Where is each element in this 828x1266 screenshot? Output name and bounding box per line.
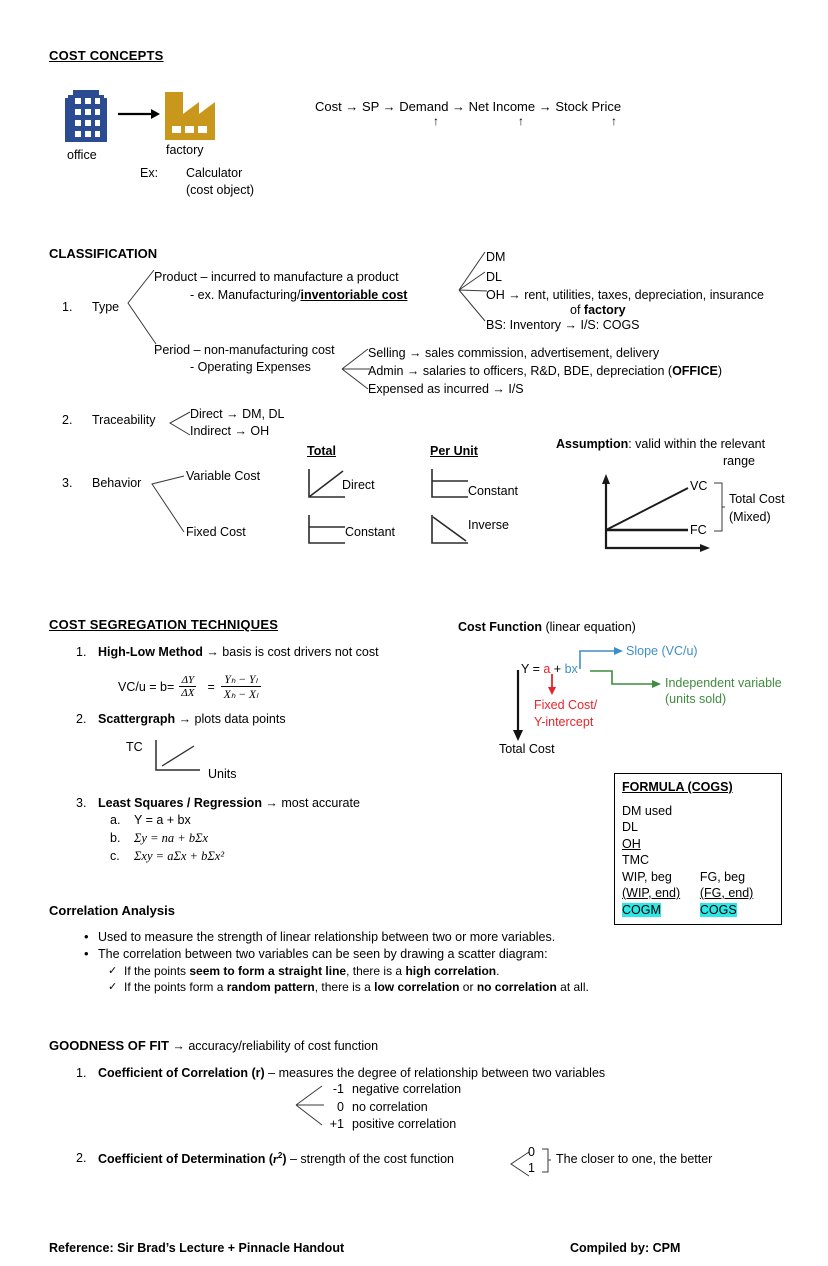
- segregation-item-2: [98, 712, 286, 728]
- section-title-cost-concepts: COST CONCEPTS: [49, 48, 164, 63]
- segregation-item-3: [98, 796, 360, 812]
- high-low-formula: [118, 672, 261, 701]
- total-direct-graph: [305, 467, 347, 501]
- behavior-branch-lines: [150, 474, 186, 536]
- gof-item-2: [98, 1151, 454, 1168]
- slope-label: Slope (VC/u): [626, 644, 698, 658]
- factory-icon: [163, 88, 217, 144]
- period-admin-office: OFFICE: [672, 364, 718, 378]
- traceability-indirect: Indirect → OH: [190, 424, 270, 438]
- equation-plus-part: +: [550, 662, 565, 676]
- classification-item-2-label: Traceability: [92, 413, 156, 427]
- example-label: Ex:: [140, 166, 159, 180]
- example-value-cost-object: (cost object): [186, 183, 255, 197]
- assumption-text: [556, 437, 765, 453]
- cost-chain-up-arrow-2: ↑: [518, 114, 524, 128]
- formula-cogm-value: COGM: [622, 902, 661, 917]
- regression-eq-c: Σxy = aΣx + bΣx²: [134, 849, 225, 863]
- mixed-label: (Mixed): [729, 510, 771, 524]
- yh-minus-yl: Yₕ − Yₗ: [221, 672, 261, 687]
- coefficient-correlation-detail: – measures the degree of relationship between two variables: [264, 1066, 606, 1080]
- segregation-item-1: [98, 645, 379, 661]
- classification-item-2-number: 2.: [62, 413, 73, 427]
- total-constant-label: Constant: [345, 525, 396, 539]
- correlation-value-negative: -1: [332, 1082, 344, 1096]
- check1-bold-2: high correlation: [405, 964, 497, 978]
- equation-y-part: Y =: [521, 662, 544, 676]
- office-label: office: [67, 148, 97, 162]
- behavior-variable-cost: Variable Cost: [186, 469, 261, 483]
- check2-bold-1: random pattern: [226, 980, 315, 994]
- gof-item-1-number: 1.: [76, 1066, 87, 1080]
- correlation-value-positive: +1: [329, 1117, 344, 1131]
- traceability-branch-lines: [168, 410, 192, 438]
- cost-function-total-cost-label: Total Cost: [499, 742, 555, 756]
- office-building-icon: [60, 84, 112, 146]
- traceability-direct: Direct → DM, DL: [190, 407, 285, 421]
- type-detail-bs-inventory: BS: Inventory → I/S: COGS: [486, 318, 640, 332]
- per-unit-constant-label: Constant: [468, 484, 519, 498]
- coefficient-determination-prefix: Coefficient of Determination (: [98, 1152, 274, 1167]
- classification-item-1-number: 1.: [62, 300, 73, 314]
- formula-row: [622, 869, 774, 886]
- type-detail-branch-lines: [457, 250, 489, 328]
- determination-value-1: 1: [528, 1161, 535, 1175]
- type-detail-oh: OH → rent, utilities, taxes, depreciation, insurance: [486, 288, 764, 302]
- formula-cell-right: (FG, end): [699, 886, 754, 900]
- goodness-of-fit-label: GOODNESS OF FIT: [49, 1038, 169, 1053]
- formula-cell-left: WIP, beg: [622, 869, 672, 884]
- high-low-fraction-2: [221, 672, 261, 701]
- segregation-item-3-number: 3.: [76, 796, 87, 810]
- inventoriable-cost-term: inventoriable cost: [300, 288, 408, 302]
- formula-cell-left: DL: [622, 820, 638, 834]
- formula-cogs-value: COGS: [699, 902, 737, 917]
- product-example-prefix: - ex. Manufacturing/: [190, 288, 301, 302]
- correlation-bullet-2-text: The correlation between two variables can be seen by drawing a scatter diagram:: [98, 947, 548, 961]
- type-detail-dl: DL: [486, 270, 502, 284]
- formula-row-total: [622, 902, 774, 919]
- correlation-check-1: [124, 964, 740, 978]
- formula-row: [622, 836, 774, 853]
- per-unit-column-header: Per Unit: [430, 444, 478, 458]
- correlation-label-negative: negative correlation: [352, 1082, 462, 1096]
- formula-cogs-box: [614, 773, 782, 925]
- total-direct-label: Direct: [342, 478, 375, 492]
- cost-function-subtitle: (linear equation): [542, 620, 636, 634]
- determination-value-0: 0: [528, 1145, 535, 1159]
- behavior-fixed-cost: Fixed Cost: [186, 525, 246, 539]
- delta-y: ΔY: [179, 674, 196, 687]
- regression-eq-c-number: c.: [110, 849, 120, 863]
- goodness-of-fit-detail: → accuracy/reliability of cost function: [168, 1039, 379, 1053]
- cost-chain-up-arrow-1: ↑: [433, 114, 439, 128]
- high-low-method-label: High-Low Method: [98, 645, 203, 659]
- high-low-formula-lhs: VC/u = b=: [118, 679, 175, 694]
- period-admin-prefix: Admin → salaries to officers, R&D, BDE, depreciation (: [368, 364, 673, 378]
- classification-item-1-label: Type: [92, 300, 120, 314]
- period-admin-suffix: ): [717, 364, 723, 378]
- coefficient-determination-suffix: ): [282, 1152, 287, 1167]
- oh-of-word: of: [570, 303, 584, 317]
- regression-eq-b-number: b.: [110, 831, 121, 845]
- check2-mid-2: or: [459, 980, 477, 994]
- formula-row: [622, 819, 774, 836]
- formula-cogs-title: FORMULA (COGS): [622, 780, 733, 794]
- check2-mid: , there is a: [314, 980, 375, 994]
- formula-cell-right: [700, 803, 774, 820]
- equation-bx-part: bx: [564, 662, 578, 676]
- footer-reference: Reference: Sir Brad’s Lecture + Pinnacle Handout: [49, 1241, 345, 1255]
- fixed-cost-arrow-icon: [546, 674, 558, 696]
- independent-variable-arrow-icon: [588, 668, 662, 694]
- assumption-range: range: [723, 454, 755, 468]
- least-squares-label: Least Squares / Regression: [98, 796, 262, 810]
- total-cost-mixed-label: Total Cost: [729, 492, 785, 506]
- factory-label: factory: [166, 143, 204, 157]
- check2-post: at all.: [556, 980, 589, 994]
- period-admin: [368, 364, 722, 380]
- classification-item-3-label: Behavior: [92, 476, 142, 490]
- example-value-calculator: Calculator: [186, 166, 243, 180]
- check1-post: .: [496, 964, 500, 978]
- type-detail-oh-of-factory: [570, 303, 626, 319]
- scattergraph-label: Scattergraph: [98, 712, 176, 726]
- correlation-check-2: [124, 980, 740, 994]
- least-squares-detail: → most accurate: [261, 796, 360, 810]
- independent-variable-label: Independent variable: [665, 676, 782, 690]
- gof-item-2-number: 2.: [76, 1151, 87, 1165]
- correlation-bullet-list: [80, 930, 740, 997]
- coefficient-determination-exponent: 2: [277, 1151, 283, 1160]
- cost-function-title: [458, 620, 636, 636]
- total-column-header: Total: [307, 444, 336, 458]
- segregation-item-1-number: 1.: [76, 645, 87, 659]
- formula-cell-left: OH: [622, 836, 641, 851]
- independent-variable-units: (units sold): [665, 692, 727, 706]
- assumption-label: Assumption: [556, 437, 629, 451]
- period-detail-branch-lines: [340, 348, 370, 394]
- cost-chain-up-arrow-3: ↑: [611, 114, 617, 128]
- fc-label: FC: [690, 523, 707, 537]
- formula-cell-right: [700, 852, 774, 869]
- scattergraph-y-axis-label: TC: [126, 740, 143, 754]
- gof-item-1: [98, 1066, 605, 1082]
- cost-chain-text: Cost → SP → Demand → Net Income → Stock Price: [315, 99, 622, 114]
- formula-row: [622, 852, 774, 869]
- delta-x: ΔX: [181, 687, 195, 699]
- determination-note: The closer to one, the better: [556, 1152, 713, 1166]
- period-selling: Selling → sales commission, advertisement, delivery: [368, 346, 660, 360]
- check2-bold-3: no correlation: [476, 980, 557, 994]
- check2-bold-2: low correlation: [374, 980, 460, 994]
- section-title-correlation-analysis: Correlation Analysis: [49, 903, 175, 918]
- regression-eq-a: Y = a + bx: [134, 813, 191, 827]
- regression-eq-b: Σy = na + bΣx: [134, 831, 209, 845]
- high-low-method-detail: → basis is cost drivers not cost: [202, 645, 379, 659]
- section-title-goodness-of-fit: [49, 1038, 378, 1055]
- vc-label: VC: [690, 479, 708, 493]
- product-example: [190, 288, 407, 304]
- correlation-label-zero: no correlation: [352, 1100, 428, 1114]
- correlation-bullet-2: [98, 947, 740, 994]
- formula-row: [622, 803, 774, 820]
- cost-function-label: Cost Function: [458, 620, 543, 634]
- footer-compiled-by: Compiled by: CPM: [570, 1241, 681, 1255]
- determination-bracket: [540, 1148, 552, 1174]
- section-title-classification: CLASSIFICATION: [49, 246, 158, 261]
- formula-cell-left: (WIP, end): [622, 886, 681, 900]
- check1-pre: If the points: [124, 964, 190, 978]
- period-definition: Period – non-manufacturing cost: [154, 343, 335, 357]
- high-low-fraction-1: [179, 674, 196, 699]
- coefficient-correlation-label: Coefficient of Correlation (r): [98, 1066, 265, 1080]
- regression-eq-a-number: a.: [110, 813, 121, 827]
- segregation-item-2-number: 2.: [76, 712, 87, 726]
- assumption-detail: : valid within the relevant: [628, 437, 766, 451]
- equation-a-part: a: [543, 662, 551, 676]
- type-detail-dm: DM: [486, 250, 506, 264]
- formula-cell-right: FG, beg: [699, 869, 746, 884]
- per-unit-inverse-label: Inverse: [468, 518, 509, 532]
- total-cost-bracket: [712, 481, 726, 535]
- per-unit-constant-graph: [428, 467, 470, 501]
- fixed-cost-label: Fixed Cost/: [534, 698, 598, 712]
- high-low-equals: =: [207, 679, 215, 694]
- office-to-factory-arrow-icon: [118, 108, 160, 120]
- coefficient-determination-detail: – strength of the cost function: [286, 1152, 454, 1167]
- scattergraph-detail: → plots data points: [175, 712, 286, 726]
- correlation-bullet-1: • Used to measure the strength of linear relationship between two or more variables.: [98, 930, 740, 944]
- formula-cell-left: TMC: [622, 853, 650, 867]
- per-unit-inverse-graph: [428, 513, 470, 547]
- correlation-value-zero: 0: [337, 1100, 344, 1114]
- formula-cell-right: [700, 836, 774, 853]
- check1-bold-1: seem to form a straight line: [189, 964, 347, 978]
- formula-cell-left: DM used: [622, 803, 673, 818]
- xh-minus-xl: Xₕ − Xₗ: [223, 689, 258, 701]
- correlation-label-positive: positive correlation: [352, 1117, 457, 1131]
- classification-item-3-number: 3.: [62, 476, 73, 490]
- y-intercept-label: Y-intercept: [534, 715, 594, 729]
- formula-row: [622, 885, 774, 902]
- oh-factory-word: factory: [583, 303, 626, 317]
- section-title-cost-segregation: COST SEGREGATION TECHNIQUES: [49, 617, 279, 632]
- period-operating-expenses: - Operating Expenses: [190, 360, 311, 374]
- total-cost-arrow-icon: [512, 670, 524, 742]
- check1-mid: , there is a: [346, 964, 406, 978]
- check2-pre: If the points form a: [124, 980, 227, 994]
- coefficient-determination-r: r: [273, 1152, 278, 1167]
- product-definition: Product – incurred to manufacture a product: [154, 270, 399, 284]
- period-expensed: Expensed as incurred → I/S: [368, 382, 524, 396]
- scattergraph-graph: [152, 738, 206, 778]
- formula-cell-right: [700, 819, 774, 836]
- scattergraph-x-axis-label: Units: [208, 767, 237, 781]
- total-constant-graph: [305, 513, 347, 547]
